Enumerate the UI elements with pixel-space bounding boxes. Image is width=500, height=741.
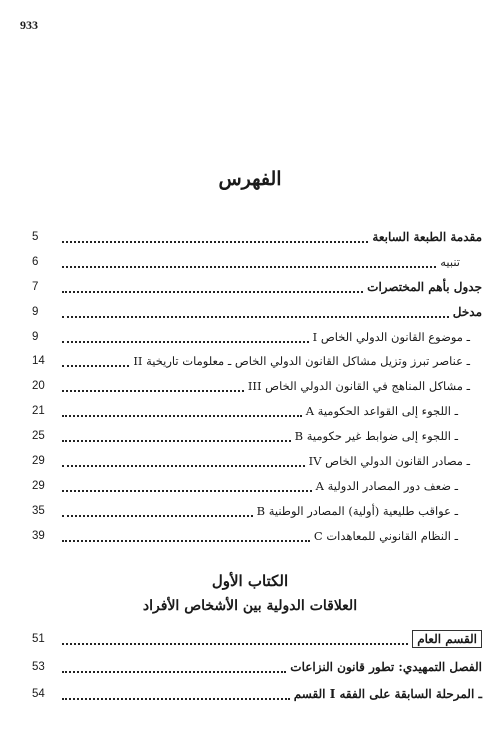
toc-entry-label: القسم I ـ المرحلة السابقة على الفقه [293,687,482,701]
toc-entry [32,656,482,678]
toc-entry-label: تنبيه [440,255,460,269]
leader-dots [62,265,436,268]
toc-entry [32,251,460,273]
toc-entry-page: 54 [32,688,45,700]
toc-entry-label: I ـ موضوع القانون الدولي الخاص [312,330,470,344]
toc-entry-page: 29 [32,455,45,467]
toc-entry-label: IV ـ مصادر القانون الدولي الخاص [308,454,470,468]
toc-entry-page: 9 [32,331,39,343]
leader-dots [62,642,408,645]
toc-entry-label: القسم العام [412,630,482,648]
toc-entry-page: 25 [32,430,45,442]
leader-dots [62,670,286,673]
toc-entry-label: مقدمة الطبعة السابعة [372,230,482,244]
toc-entry [32,301,482,323]
toc-entry [32,326,470,348]
toc-entry-page: 51 [32,633,45,645]
toc-entry [32,475,458,497]
toc-entry-page: 7 [32,281,39,293]
book-subtitle: العلاقات الدولية بين الأشخاص الأفراد [142,598,358,614]
leader-dots [62,340,309,343]
toc-entry-label: II ـ عناصر تبرز وتزيل مشاكل القانون الدولي الخاص ـ معلومات تاريخية [133,354,470,368]
leader-dots [62,439,291,442]
toc-entry-label: A ـ ضعف دور المصادر الدولية [315,479,458,493]
toc-entry-page: 6 [32,256,39,268]
toc-entry-label: B ـ عواقب طليعية (أولية) المصادر الوطنية [256,504,458,518]
toc-entry [32,226,482,248]
page-number: 933 [20,18,38,32]
toc-entry [32,683,482,705]
toc-entry [32,628,482,650]
toc-entry [32,276,482,298]
toc-entry [32,450,470,472]
toc-entry-page: 29 [32,480,45,492]
toc-entry [32,425,458,447]
toc-entry-page: 9 [32,306,39,318]
toc-entry-page: 35 [32,505,45,517]
toc-entry-page: 14 [32,355,45,367]
toc-entry-label: C ـ النظام القانوني للمعاهدات [313,529,458,543]
toc-entry [32,525,458,547]
leader-dots [62,697,290,700]
toc-entry-page: 39 [32,530,45,542]
leader-dots [62,489,312,492]
leader-dots [62,364,129,367]
page-title: الفهرس [218,168,282,190]
toc-entry [32,350,470,372]
leader-dots [62,464,305,467]
leader-dots [62,514,253,517]
book-title: الكتاب الأول [211,572,289,590]
leader-dots [62,539,310,542]
toc-entry [32,400,458,422]
toc-entry [32,500,458,522]
leader-dots [62,240,368,243]
toc-entry-page: 53 [32,661,45,673]
toc-entry-page: 5 [32,231,39,243]
toc-entry-page: 21 [32,405,45,417]
toc-entry-label: B ـ اللجوء إلى ضوابط غير حكومية [294,429,458,443]
leader-dots [62,290,363,293]
toc-entry-label: مدخل [452,305,482,319]
leader-dots [62,315,449,318]
toc-entry-label: جدول بأهم المختصرات [367,280,482,294]
toc-entry-page: 20 [32,380,45,392]
toc-entry-label: الفصل التمهيدي: تطور قانون النزاعات [290,660,482,674]
toc-entry [32,375,470,397]
toc-entry-label: A ـ اللجوء إلى القواعد الحكومية [305,404,458,418]
leader-dots [62,389,244,392]
toc-entry-label: III ـ مشاكل المناهج في القانون الدولي الخاص [247,379,470,393]
leader-dots [62,414,302,417]
